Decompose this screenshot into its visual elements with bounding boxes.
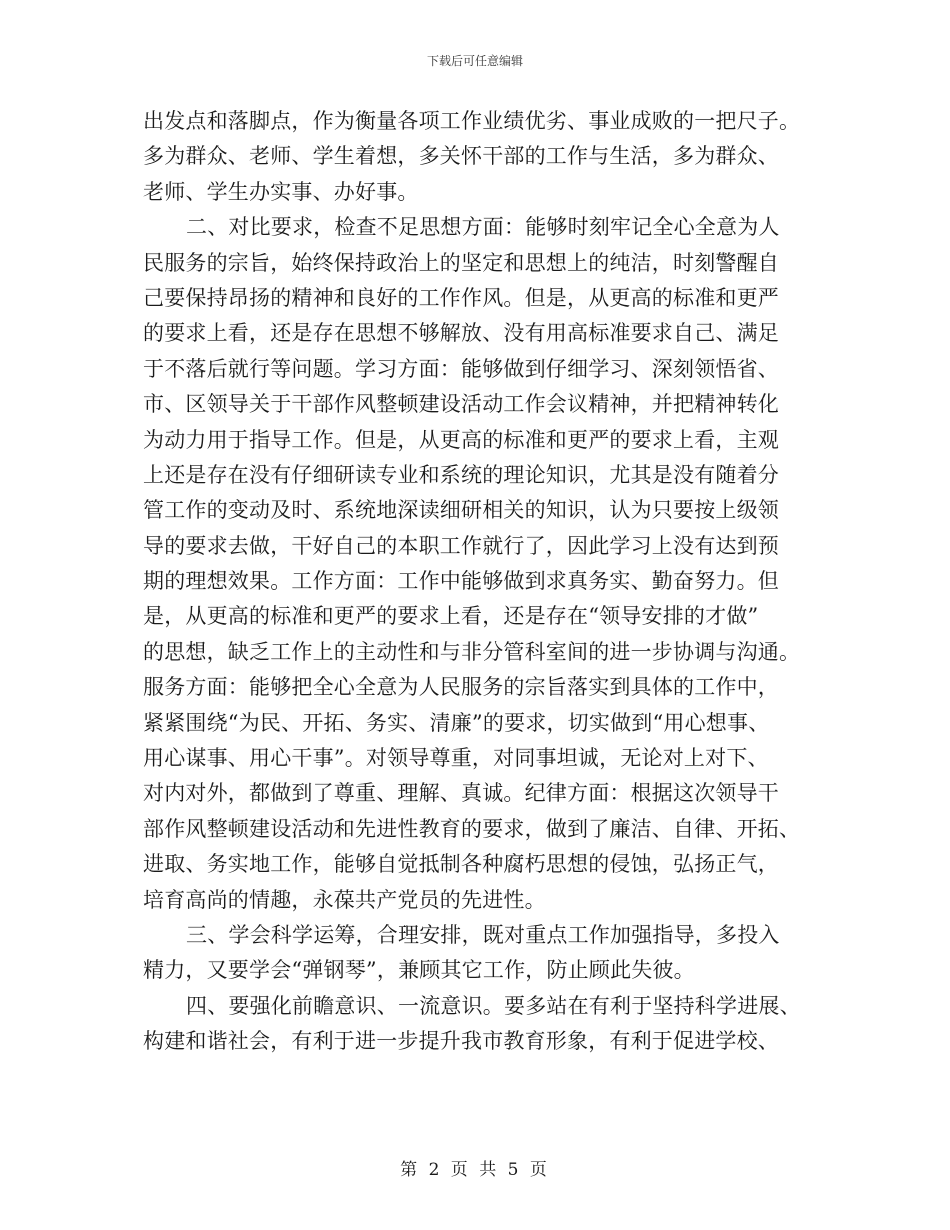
text-line: 部作风整顿建设活动和先进性教育的要求，做到了廉洁、自律、开拓、 — [143, 816, 801, 841]
text-line: 进取、务实地工作，能够自觉抵制各种腐朽思想的侵蚀，弘扬正气， — [143, 852, 779, 877]
text-line: 四、要强化前瞻意识、一流意识。要多站在有利于坚持科学进展、 — [186, 993, 801, 1018]
text-line: 老师、学生办实事、办好事。 — [143, 179, 419, 204]
text-line: 市、区领导关于干部作风整顿建设活动工作会议精神，并把精神转化 — [143, 392, 779, 417]
text-line: 的要求上看，还是存在思想不够解放、没有用高标准要求自己、满足 — [143, 321, 779, 346]
text-line: 培育高尚的情趣，永葆共产党员的先进性。 — [143, 887, 546, 912]
text-line: 上还是存在没有仔细研读专业和系统的理论知识，尤其是没有随着分 — [143, 462, 779, 487]
text-line: 己要保持昂扬的精神和良好的工作作风。但是，从更高的标准和更严 — [143, 285, 779, 310]
text-line: 期的理想效果。工作方面：工作中能够做到求真务实、勤奋努力。但 — [143, 569, 779, 594]
page-header: 下载后可任意编辑 — [426, 54, 523, 68]
text-line: 二、对比要求，检查不足思想方面：能够时刻牢记全心全意为人 — [186, 215, 780, 240]
text-line: 服务方面：能够把全心全意为人民服务的宗旨落实到具体的工作中， — [143, 675, 779, 700]
text-line: 是，从更高的标准和更严的要求上看，还是存在“领导安排的才做” — [143, 604, 759, 629]
page-number: 第 2 页 共 5 页 — [400, 1160, 550, 1180]
text-line: 构建和谐社会，有利于进一步提升我市教育形象，有利于促进学校、 — [143, 1029, 779, 1054]
text-line: 紧紧围绕“为民、开拓、务实、清廉”的要求，切实做到“用心想事、 — [143, 710, 770, 735]
text-line: 的思想，缺乏工作上的主动性和与非分管科室间的进一步协调与沟通。 — [143, 639, 801, 664]
text-line: 为动力用于指导工作。但是，从更高的标准和更严的要求上看，主观 — [143, 427, 779, 452]
text-line: 民服务的宗旨，始终保持政治上的坚定和思想上的纯洁，时刻警醒自 — [143, 250, 779, 275]
text-line: 多为群众、老师、学生着想，多关怀干部的工作与生活，多为群众、 — [143, 144, 779, 169]
text-line: 于不落后就行等问题。学习方面：能够做到仔细学习、深刻领悟省、 — [143, 356, 779, 381]
document-body — [143, 104, 813, 1060]
text-line: 精力，又要学会“弹钢琴”，兼顾其它工作，防止顾此失彼。 — [143, 958, 695, 983]
text-line: 对内对外，都做到了尊重、理解、真诚。纪律方面：根据这次领导干 — [143, 781, 779, 806]
text-line: 用心谋事、用心干事”。对领导尊重，对同事坦诚，无论对上对下、 — [143, 746, 769, 771]
text-line: 导的要求去做，干好自己的本职工作就行了，因此学习上没有达到预 — [143, 533, 779, 558]
text-line: 出发点和落脚点，作为衡量各项工作业绩优劣、事业成败的一把尺子。 — [143, 109, 801, 133]
text-line: 三、学会科学运筹，合理安排，既对重点工作加强指导，多投入 — [186, 922, 780, 947]
text-line: 管工作的变动及时、系统地深读细研相关的知识，认为只要按上级领 — [143, 498, 779, 523]
